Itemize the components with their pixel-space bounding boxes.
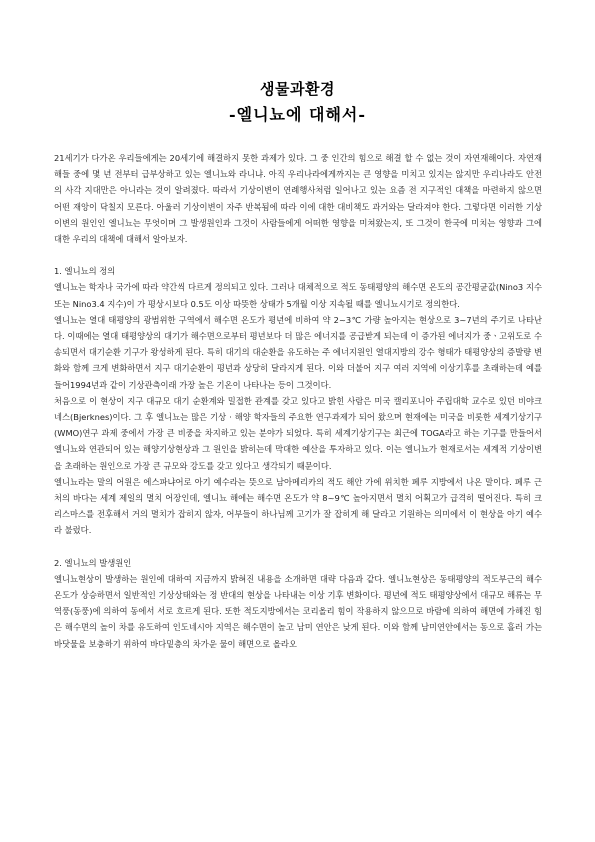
document-title: 생물과환경 (260, 80, 335, 98)
section-1-paragraph-1: 엘니뇨는 학자나 국가에 따라 약간씩 다르게 정의되고 있다. 그러나 대체적으로 적도 동태평양의 해수면 온도의 공간평균값(Nino3 지수 또는 Nino3.4 지수)이 가 평상시보다 0.5도 이상 따뜻한 상태가 5개월 이상 지속될 때를 엘니뇨시기로 정의한다. (54, 282, 542, 309)
section-1-paragraph-2: 엘니뇨는 열대 태평양의 광범위한 구역에서 해수면 온도가 평년에 비하여 약 2~3℃ 가량 높아지는 현상으로 3~7년의 주기로 나타난다. 이때에는 열대 태평양상의 대기가 해수면으로부터 평년보다 더 많은 에너지를 공급받게 되는데 이 증가된 에너지가 중ㆍ고위도로 수송되면서 대기순환 기구가 왕성하게 된다. 특히 대기의 대순환을 유도하는 주 에너지원인 열대지방의 강수 형태가 태평양상의 증발량 변화와 함께 크게 변화하면서 지구 대기순환이 평년과 상당히 달라지게 된다. 이와 더불어 지구 여러 지역에 이상기후를 초래하는데 예를 들어1994년과 같이 기상관측이래 가장 높은 기온이 나타나는 등이 그것이다. (54, 314, 542, 390)
document-subtitle: -엘니뇨에 대해서- (228, 105, 367, 124)
section-1-paragraph-3: 처음으로 이 현상이 지구 대규모 대기 순환계와 밀접한 관계를 갖고 있다고 밝힌 사람은 미국 캘리포니아 주립대학 교수로 있던 비야크네스(Bjerknes)이다. 그 후 엘니뇨는 많은 기상 · 해양 학자들의 주요한 연구과제가 되어 왔으며 현재에는 미국을 비롯한 세계기상기구(WMO)연구 과제 중에서 가장 큰 비중을 차지하고 있는 분야가 되었다. 특히 세계기상기구는 최근에 TOGA라고 하는 기구를 만들어서 엘니뇨와 연관되어 있는 해양기상현상과 그 원인을 밝히는데 막대한 예산을 투자하고 있다. 이는 엘니뇨가 현재로서는 세계적 기상이변을 초래하는 원인으로 가장 큰 규모와 강도를 갖고 있다고 생각되기 때문이다. (54, 395, 542, 471)
section-2-paragraph-1: 엘니뇨현상이 발생하는 원인에 대하여 지금까지 밝혀진 내용을 소개하면 대략 다음과 같다. 엘니뇨현상은 동태평양의 적도부근의 해수 온도가 상승하면서 일반적인 기상상태와는 정 반대의 현상을 나타내는 이상 기후 변화이다. 평년에 적도 태평양상에서 대규모 해류는 무역풍(동풍)에 의하여 동에서 서로 흐르게 된다. 또한 적도지방에서는 코리올리 힘이 작용하지 않으므로 바람에 의하여 해면에 가해진 힘은 해수면의 높이 차를 유도하여 인도네시아 지역은 해수면이 높고 남미 연안은 낮게 된다. 이와 함께 남미연안에서는 동으로 흘러 가는 바닷물을 보충하기 위하여 바다밑층의 차가운 물이 해면으로 올라오 (54, 573, 542, 649)
paragraph-gap (54, 247, 542, 263)
paragraph-gap (54, 539, 542, 555)
document-body (54, 150, 542, 652)
section-2-heading: 2. 엘니뇨의 발생원인 (54, 557, 132, 568)
intro-paragraph: 21세기가 다가온 우리들에게는 20세기에 해결하지 못한 과제가 있다. 그 중 인간의 힘으로 해결 할 수 없는 것이 자연재해이다. 자연재해들 중에 몇 년 전부터 급부상하고 있는 엘니뇨와 라니냐. 아직 우리나라에게까지는 큰 영향을 미치고 있지는 않지만 우리나라도 안전의 사각 지대만은 아니라는 것이 알려졌다. 따라서 기상이변이 연례행사처럼 일어나고 있는 요즘 전 지구적인 대책을 마련하지 않으면 어떤 재앙이 닥칠지 모른다. 아울러 기상이변이 자주 반복됨에 따라 이에 대한 대비책도 과거와는 달라져야 한다. 그렇다면 이러한 기상이변의 원인인 엘니뇨는 무엇이며 그 발생원인과 그것이 사람들에게 어떠한 영향을 미쳐왔는지, 또 그것이 한국에 미치는 영향과 그에 대한 우리의 대책에 대해서 알아보자. (54, 153, 542, 245)
section-1-paragraph-4: 엘니뇨라는 말의 어원은 에스파냐어로 아기 예수라는 뜻으로 남아메리카의 적도 해안 가에 위치한 페루 지방에서 나온 말이다. 페루 근처의 바다는 세계 제일의 멸치 어장인데, 엘니뇨 해에는 해수면 온도가 약 8~9℃ 높아지면서 멸치 어획고가 급격히 떨어진다. 특히 크리스마스를 전후해서 거의 멸치가 잡히지 않자, 어부들이 하나님께 고기가 잘 잡히게 해 달라고 기원하는 의미에서 이 현상을 아기 예수라 불렀다. (54, 476, 542, 536)
section-1-heading: 1. 엘니뇨의 정의 (54, 266, 116, 277)
